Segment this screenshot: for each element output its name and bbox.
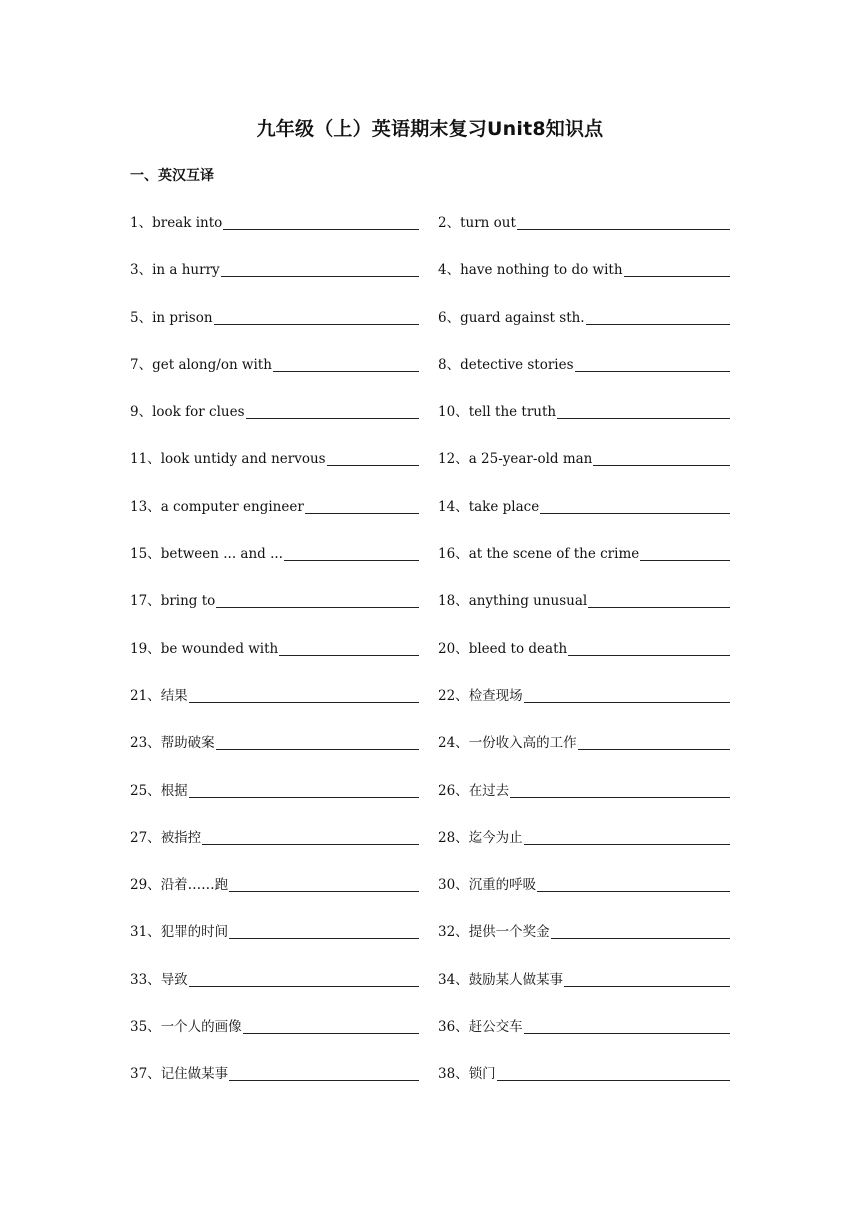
- item-phrase: turn out: [460, 215, 516, 231]
- item-phrase: anything unusual: [468, 593, 588, 610]
- exercise-item: [130, 1064, 419, 1111]
- item-phrase: look for clues: [152, 404, 245, 421]
- exercise-item: [438, 544, 730, 591]
- answer-blank[interactable]: [564, 970, 730, 987]
- exercise-item: [130, 591, 419, 638]
- item-phrase: bleed to death: [468, 640, 568, 657]
- answer-blank[interactable]: [624, 260, 730, 277]
- answer-blank[interactable]: [305, 497, 419, 514]
- answer-blank[interactable]: [327, 449, 419, 466]
- item-phrase: bring to: [160, 593, 216, 610]
- exercise-row: [130, 733, 730, 780]
- answer-blank[interactable]: [221, 260, 419, 277]
- item-number: 14、: [438, 498, 469, 515]
- exercise-item: [130, 402, 419, 449]
- exercise-item: [130, 970, 419, 1017]
- item-phrase: at the scene of the crime: [468, 546, 640, 563]
- item-number: 10、: [438, 404, 469, 421]
- exercise-row: [130, 591, 730, 638]
- item-phrase: 导致: [160, 971, 188, 988]
- answer-blank[interactable]: [540, 497, 730, 514]
- item-number: 7、: [130, 356, 153, 373]
- exercise-item: [130, 781, 419, 828]
- answer-blank[interactable]: [593, 449, 730, 466]
- item-phrase: get along/on with: [152, 356, 272, 373]
- item-number: 38、: [438, 1066, 469, 1083]
- item-phrase: a 25-year-old man: [468, 451, 593, 468]
- item-number: 1、: [130, 215, 153, 231]
- exercise-row: [130, 922, 730, 969]
- item-number: 26、: [438, 782, 469, 799]
- item-phrase: be wounded with: [160, 640, 279, 657]
- item-phrase: 记住做某事: [160, 1066, 229, 1083]
- item-phrase: break into: [152, 215, 223, 231]
- answer-blank[interactable]: [568, 639, 730, 656]
- answer-blank[interactable]: [578, 733, 730, 750]
- exercise-row: [130, 260, 730, 307]
- item-phrase: guard against sth.: [460, 309, 585, 326]
- answer-blank[interactable]: [214, 308, 419, 325]
- item-number: 24、: [438, 735, 469, 752]
- answer-blank[interactable]: [279, 639, 419, 656]
- answer-blank[interactable]: [216, 591, 419, 608]
- item-number: 3、: [130, 262, 153, 279]
- item-number: 18、: [438, 593, 469, 610]
- exercise-item: [438, 213, 730, 260]
- item-phrase: have nothing to do with: [460, 262, 623, 279]
- exercise-item: [438, 922, 730, 969]
- item-phrase: in a hurry: [152, 262, 220, 279]
- item-phrase: 赶公交车: [468, 1019, 523, 1036]
- item-phrase: 一份收入高的工作: [468, 735, 577, 752]
- item-phrase: 锁门: [468, 1066, 496, 1083]
- section-heading: 一、英汉互译: [130, 168, 214, 184]
- item-phrase: between ... and ...: [160, 546, 283, 563]
- answer-blank[interactable]: [229, 1064, 419, 1081]
- item-number: 6、: [438, 309, 461, 326]
- item-phrase: detective stories: [460, 356, 574, 373]
- exercise-item: [130, 922, 419, 969]
- exercise-item: [438, 1017, 730, 1064]
- item-number: 9、: [130, 404, 153, 421]
- item-number: 30、: [438, 877, 469, 894]
- exercise-row: [130, 355, 730, 402]
- exercise-item: [130, 639, 419, 686]
- exercise-row: [130, 1017, 730, 1064]
- exercise-item: [130, 213, 419, 260]
- item-phrase: 迄今为止: [468, 829, 523, 846]
- exercise-item: [130, 1017, 419, 1064]
- item-number: 37、: [130, 1066, 161, 1083]
- item-phrase: look untidy and nervous: [160, 451, 326, 468]
- item-number: 17、: [130, 593, 161, 610]
- answer-blank[interactable]: [524, 686, 730, 703]
- answer-blank[interactable]: [524, 1017, 730, 1034]
- item-phrase: 沿着……跑: [160, 877, 229, 894]
- exercise-row: [130, 213, 730, 260]
- exercise-list: [130, 213, 730, 1112]
- answer-blank[interactable]: [189, 781, 419, 798]
- item-phrase: 被指控: [160, 829, 202, 846]
- item-number: 32、: [438, 924, 469, 941]
- answer-blank[interactable]: [575, 355, 730, 372]
- item-number: 4、: [438, 262, 461, 279]
- answer-blank[interactable]: [586, 308, 730, 325]
- exercise-item: [438, 449, 730, 496]
- answer-blank[interactable]: [517, 213, 730, 230]
- exercise-row: [130, 308, 730, 355]
- item-number: 22、: [438, 687, 469, 704]
- item-phrase: 提供一个奖金: [468, 924, 550, 941]
- item-number: 34、: [438, 971, 469, 988]
- answer-blank[interactable]: [223, 213, 419, 230]
- item-phrase: 检查现场: [468, 687, 523, 704]
- exercise-item: [438, 1064, 730, 1111]
- answer-blank[interactable]: [189, 970, 419, 987]
- item-phrase: a computer engineer: [160, 498, 304, 515]
- answer-blank[interactable]: [243, 1017, 419, 1034]
- exercise-item: [438, 260, 730, 307]
- answer-blank[interactable]: [189, 686, 419, 703]
- exercise-row: [130, 402, 730, 449]
- item-number: 13、: [130, 498, 161, 515]
- item-phrase: 鼓励某人做某事: [468, 971, 564, 988]
- item-number: 15、: [130, 546, 161, 563]
- exercise-row: [130, 686, 730, 733]
- exercise-item: [130, 355, 419, 402]
- answer-blank[interactable]: [202, 828, 419, 845]
- item-number: 27、: [130, 829, 161, 846]
- item-number: 33、: [130, 971, 161, 988]
- exercise-item: [130, 308, 419, 355]
- item-phrase: 犯罪的时间: [160, 924, 229, 941]
- exercise-item: [438, 828, 730, 875]
- exercise-item: [438, 308, 730, 355]
- exercise-item: [438, 355, 730, 402]
- answer-blank[interactable]: [246, 402, 420, 419]
- item-phrase: 沉重的呼吸: [468, 877, 537, 894]
- exercise-item: [130, 544, 419, 591]
- answer-blank[interactable]: [588, 591, 730, 608]
- exercise-row: [130, 781, 730, 828]
- answer-blank[interactable]: [229, 875, 419, 892]
- exercise-item: [438, 781, 730, 828]
- item-number: 16、: [438, 546, 469, 563]
- exercise-item: [130, 497, 419, 544]
- document-title: 九年级（上）英语期末复习Unit8知识点: [256, 118, 604, 140]
- item-number: 20、: [438, 640, 469, 657]
- item-number: 2、: [438, 215, 461, 231]
- item-phrase: 根据: [160, 782, 188, 799]
- answer-blank[interactable]: [284, 544, 419, 561]
- item-phrase: 一个人的画像: [160, 1019, 242, 1036]
- exercise-item: [130, 733, 419, 780]
- exercise-row: [130, 544, 730, 591]
- answer-blank[interactable]: [557, 402, 730, 419]
- exercise-item: [438, 875, 730, 922]
- item-phrase: tell the truth: [468, 404, 557, 421]
- item-number: 29、: [130, 877, 161, 894]
- item-number: 23、: [130, 735, 161, 752]
- exercise-row: [130, 828, 730, 875]
- exercise-item: [130, 449, 419, 496]
- exercise-item: [438, 970, 730, 1017]
- exercise-item: [130, 875, 419, 922]
- exercise-row: [130, 449, 730, 496]
- item-number: 25、: [130, 782, 161, 799]
- item-number: 11、: [130, 451, 161, 468]
- exercise-item: [438, 591, 730, 638]
- item-phrase: 结果: [160, 687, 188, 704]
- exercise-item: [438, 497, 730, 544]
- exercise-item: [438, 639, 730, 686]
- exercise-item: [130, 260, 419, 307]
- exercise-row: [130, 970, 730, 1017]
- item-number: 5、: [130, 309, 153, 326]
- exercise-row: [130, 639, 730, 686]
- item-number: 8、: [438, 356, 461, 373]
- answer-blank[interactable]: [216, 733, 419, 750]
- item-phrase: 在过去: [468, 782, 510, 799]
- answer-blank[interactable]: [640, 544, 730, 561]
- exercise-item: [438, 686, 730, 733]
- item-number: 21、: [130, 687, 161, 704]
- item-number: 28、: [438, 829, 469, 846]
- item-phrase: 帮助破案: [160, 735, 215, 752]
- exercise-item: [130, 686, 419, 733]
- exercise-row: [130, 875, 730, 922]
- item-phrase: in prison: [152, 309, 213, 326]
- item-number: 12、: [438, 451, 469, 468]
- exercise-item: [438, 402, 730, 449]
- exercise-row: [130, 1064, 730, 1111]
- exercise-row: [130, 497, 730, 544]
- exercise-item: [130, 828, 419, 875]
- answer-blank[interactable]: [537, 875, 730, 892]
- item-number: 35、: [130, 1019, 161, 1036]
- answer-blank[interactable]: [524, 828, 730, 845]
- answer-blank[interactable]: [510, 781, 730, 798]
- item-number: 31、: [130, 924, 161, 941]
- item-phrase: take place: [468, 498, 540, 515]
- answer-blank[interactable]: [229, 922, 419, 939]
- item-number: 19、: [130, 640, 161, 657]
- exercise-item: [438, 733, 730, 780]
- answer-blank[interactable]: [497, 1064, 730, 1081]
- answer-blank[interactable]: [551, 922, 730, 939]
- item-number: 36、: [438, 1019, 469, 1036]
- answer-blank[interactable]: [273, 355, 419, 372]
